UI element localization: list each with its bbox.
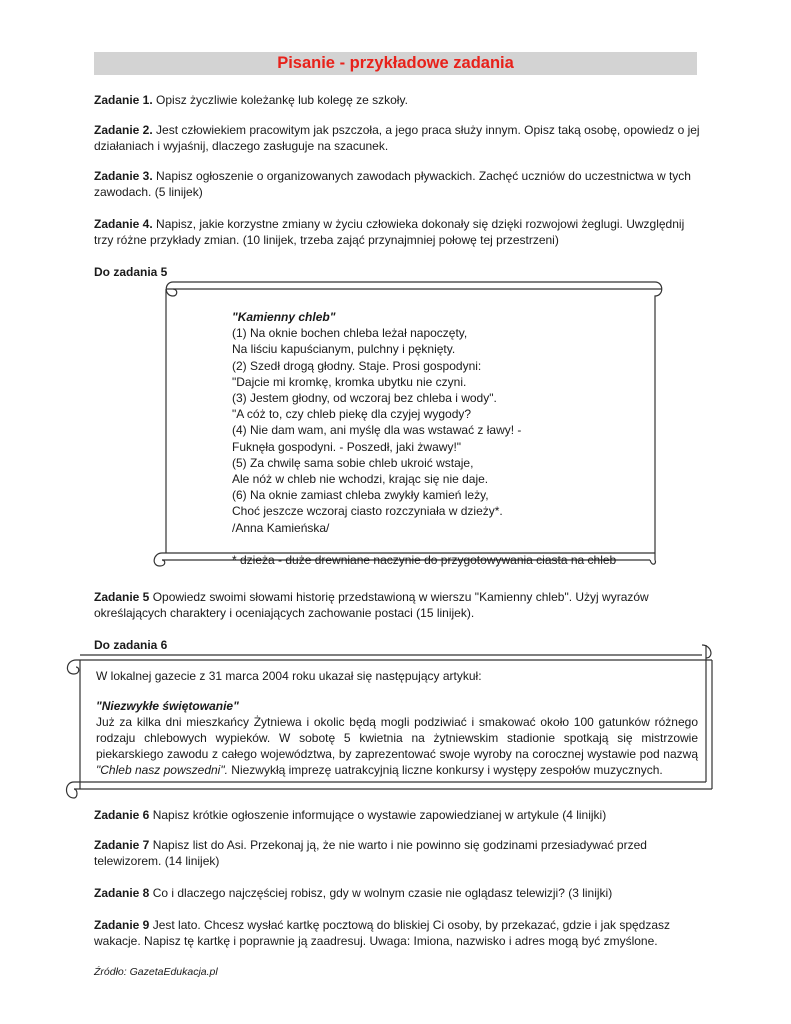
task-label: Zadanie 9 [94, 918, 150, 932]
task-8 [94, 885, 704, 901]
task-label: Zadanie 7 [94, 838, 150, 852]
poem-line: "A cóż to, czy chleb piekę dla czyjej wygody? [232, 407, 472, 422]
poem-line: (5) Za chwilę sama sobie chleb ukroić wstaje, [232, 455, 474, 470]
poem-line: (2) Szedł drogą głodny. Staje. Prosi gospodyni: [232, 358, 482, 373]
section-6-label: Do zadania 6 [94, 638, 168, 652]
task-text: Napisz, jakie korzystne zmiany w życiu człowieka dokonały się dzięki rozwojowi żeglugi. Uwzględnij trzy różne przykłady zmian. (10 linijek, trzeba zająć przynajmniej połowę tej przestrzeni) [94, 217, 685, 247]
task-label: Zadanie 5 [94, 590, 150, 604]
task-text: Opisz życzliwie koleżankę lub kolegę ze szkoły. [152, 93, 408, 107]
article [96, 668, 698, 778]
task-text: Napisz ogłoszenie o organizowanych zawodach pływackich. Zachęć uczniów do uczestnictwa w tych zawodach. (5 linijek) [94, 169, 691, 199]
poem-line: (4) Nie dam wam, ani myślę dla was wstawać z ławy! - [232, 423, 522, 438]
page-title: Pisanie - przykładowe zadania [277, 54, 514, 72]
article-title: "Niezwykłe świętowanie" [96, 699, 239, 713]
poem-line: (1) Na oknie bochen chleba leżał napoczęty, [232, 326, 468, 341]
article-body-italic: "Chleb nasz powszedni". [96, 763, 228, 777]
article-body-end: Niezwykłą imprezę uatrakcyjnią liczne konkursy i występy zespołów muzycznych. [227, 763, 663, 777]
task-label: Zadanie 4. [94, 217, 153, 231]
poem-line: "Dajcie mi kromkę, kromka ubytku nie czyni. [232, 374, 467, 389]
task-label: Zadanie 6 [94, 808, 150, 822]
poem-line: Na liściu kapuścianym, pulchny i pęknięty. [232, 342, 456, 357]
article-intro: W lokalnej gazecie z 31 marca 2004 roku ukazał się następujący artykuł: [96, 669, 482, 683]
poem-line: Choć jeszcze wczoraj ciasto rozczyniała w dzieży*. [232, 504, 503, 519]
poem-title: "Kamienny chleb" [232, 310, 336, 324]
source-note: Źródło: GazetaEdukacja.pl [94, 966, 218, 978]
task-9 [94, 917, 704, 949]
section-5-label: Do zadania 5 [94, 265, 168, 279]
task-label: Zadanie 1. [94, 93, 153, 107]
poem-line: (3) Jestem głodny, od wczoraj bez chleba i wody". [232, 391, 497, 406]
task-7 [94, 837, 704, 869]
task-label: Zadanie 2. [94, 123, 153, 137]
poem-footnote: * dzieża - duże drewniane naczynie do przygotowywania ciasta na chleb [232, 552, 617, 567]
task-text: Opowiedz swoimi słowami historię przedstawioną w wierszu "Kamienny chleb". Użyj wyrazów określających charaktery i oceniających zachowanie postaci (15 linijek). [94, 590, 649, 620]
task-6 [94, 807, 704, 823]
article-body [96, 714, 698, 778]
task-text: Jest człowiekiem pracowitym jak pszczoła, a jego praca służy innym. Opisz taką osobę, opowiedz o jej działaniach i wyjaśnij, dlaczego zasługuje na szacunek. [94, 123, 700, 153]
task-text: Napisz list do Asi. Przekonaj ją, że nie warto i nie powinno się godzinami przesiadywać przed telewizorem. (14 linijek) [94, 838, 647, 868]
poem-author: /Anna Kamieńska/ [232, 520, 330, 535]
task-text: Co i dlaczego najczęściej robisz, gdy w wolnym czasie nie oglądasz telewizji? (3 linijki) [149, 886, 613, 900]
article-body-text: Już za kilka dni mieszkańcy Żytniewa i okolic będą mogli podziwiać i smakować około 100 gatunków różnego rodzaju chlebowych wypieków. W sobotę 5 kwietnia na żytniewskim stadionie spotkają się mistrzowie piekarskiego zawodu z całego województwa, by zaprezentować swoje wyroby na corocznej wystawie pod nazwą [96, 715, 698, 761]
task-text: Napisz krótkie ogłoszenie informujące o wystawie zapowiedzianej w artykule (4 linijki) [149, 808, 607, 822]
poem-line: Ale nóż w chleb nie wchodzi, krając się nie daje. [232, 472, 489, 487]
task-label: Zadanie 8 [94, 886, 150, 900]
poem-line: Fuknęła gospodyni. - Poszedł, jaki żwawy!" [232, 439, 462, 454]
task-text: Jest lato. Chcesz wysłać kartkę pocztową do bliskiej Ci osoby, by przekazać, gdzie i jak spędzasz wakacje. Napisz tę kartkę i poprawnie ją zaadresuj. Uwaga: Imiona, nazwisko i adres mogą być zmyślone. [94, 918, 671, 948]
poem-line: (6) Na oknie zamiast chleba zwykły kamień leży, [232, 488, 489, 503]
task-label: Zadanie 3. [94, 169, 153, 183]
